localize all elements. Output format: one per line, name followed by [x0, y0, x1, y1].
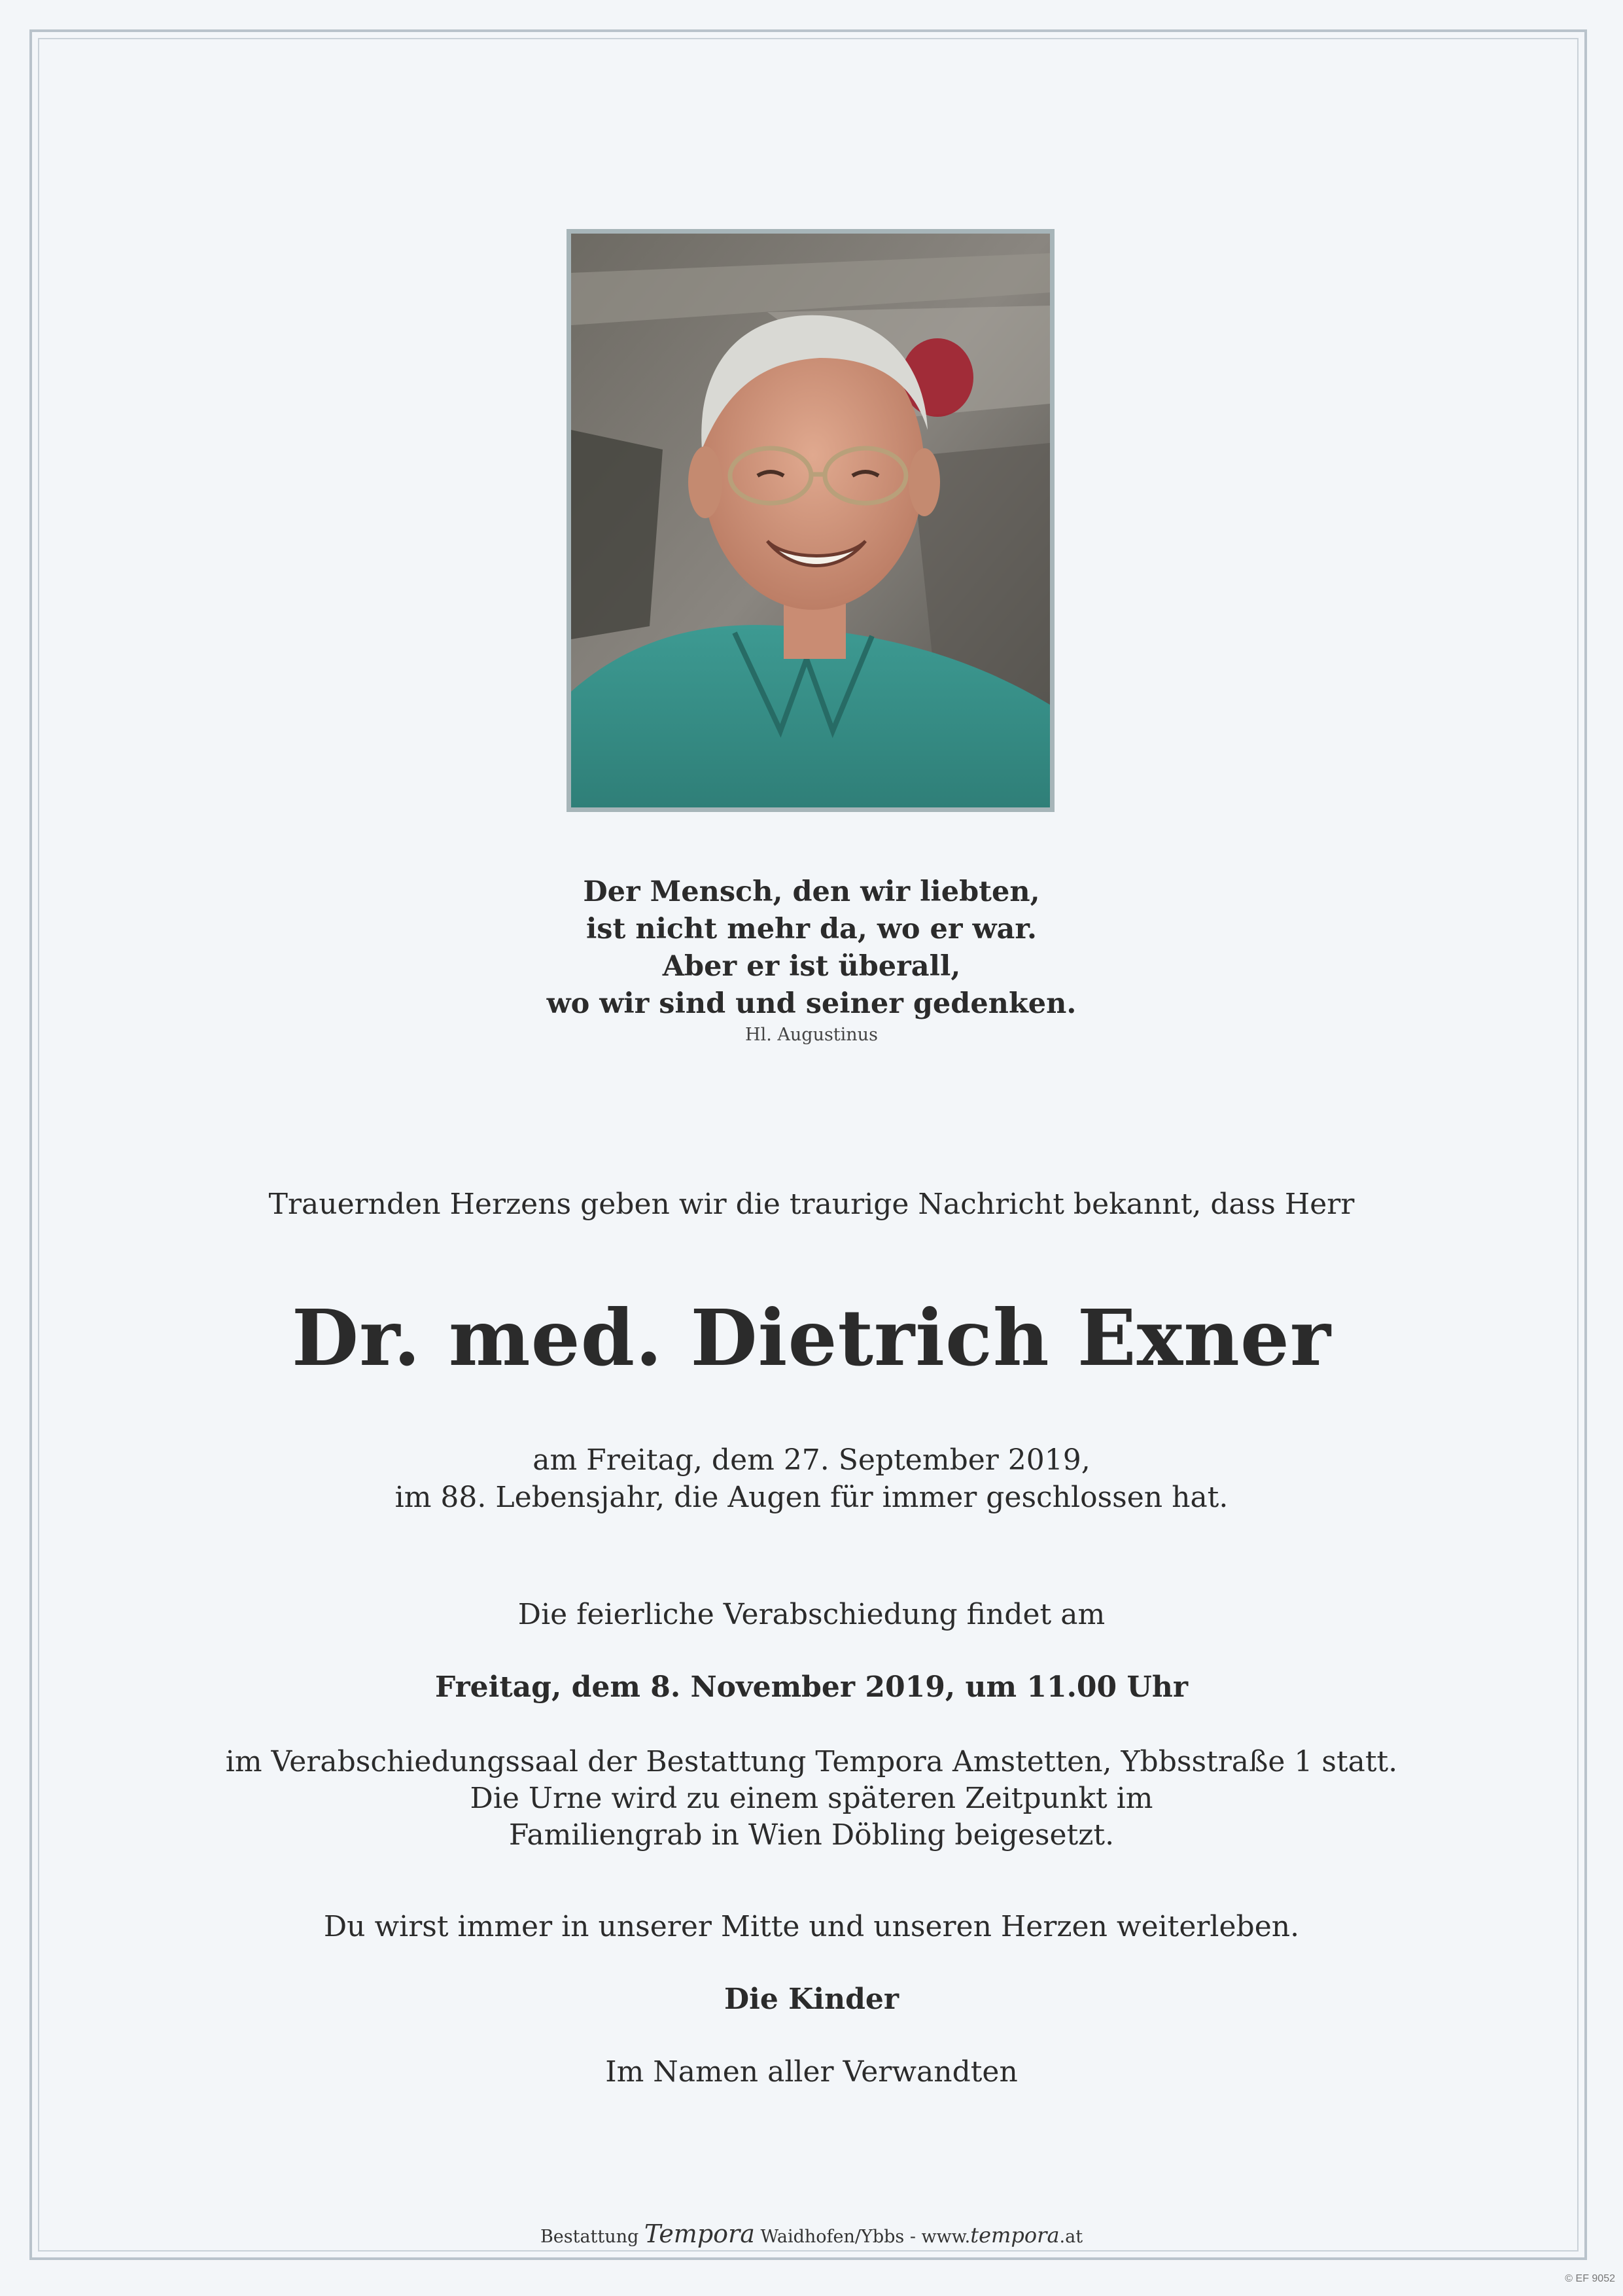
- ceremony-date: Freitag, dem 8. November 2019, um 11.00 Uhr: [434, 1670, 1189, 1704]
- ceremony-place: [0, 1744, 1623, 1854]
- quote-author: Hl. Augustinus: [745, 1025, 878, 1045]
- death-details: [0, 1441, 1623, 1516]
- announcement-intro: Trauernden Herzens geben wir die traurige Nachricht bekannt, dass Herr: [268, 1188, 1355, 1221]
- quote-line: Der Mensch, den wir liebten,: [583, 875, 1040, 908]
- footer-location: Waidhofen/Ybbs - www.: [760, 2227, 971, 2247]
- quote-line: wo wir sind und seiner gedenken.: [546, 987, 1077, 1020]
- footer-domain-brand: tempora: [970, 2223, 1060, 2248]
- farewell-text: Du wirst immer in unserer Mitte und unseren Herzen weiterleben.: [323, 1910, 1300, 1943]
- place-line: im Verabschiedungssaal der Bestattung Tempora Amstetten, Ybbsstraße 1 statt.: [225, 1745, 1398, 1778]
- death-line: im 88. Lebensjahr, die Augen für immer geschlossen hat.: [394, 1481, 1229, 1514]
- place-line: Die Urne wird zu einem späteren Zeitpunkt im: [470, 1782, 1153, 1815]
- portrait-photo: [567, 229, 1055, 812]
- footer-brand-logo: Tempora: [644, 2219, 755, 2248]
- deceased-name: Dr. med. Dietrich Exner: [291, 1292, 1332, 1383]
- document-code: © EF 9052: [1565, 2273, 1615, 2284]
- signature: Die Kinder: [724, 1983, 899, 2016]
- quote-line: Aber er ist überall,: [662, 950, 961, 983]
- footer-prefix: Bestattung: [540, 2227, 639, 2247]
- place-line: Familiengrab in Wien Döbling beigesetzt.: [508, 1818, 1115, 1852]
- footer-domain-suffix: .at: [1059, 2227, 1083, 2247]
- relatives-note: Im Namen aller Verwandten: [605, 2055, 1018, 2089]
- death-line: am Freitag, dem 27. September 2019,: [532, 1443, 1091, 1477]
- funeral-home-footer: [0, 2219, 1623, 2248]
- quote-line: ist nicht mehr da, wo er war.: [585, 913, 1038, 945]
- memorial-quote: [0, 874, 1623, 1023]
- portrait-illustration: [571, 234, 1050, 807]
- ceremony-intro: Die feierliche Verabschiedung findet am: [517, 1598, 1106, 1631]
